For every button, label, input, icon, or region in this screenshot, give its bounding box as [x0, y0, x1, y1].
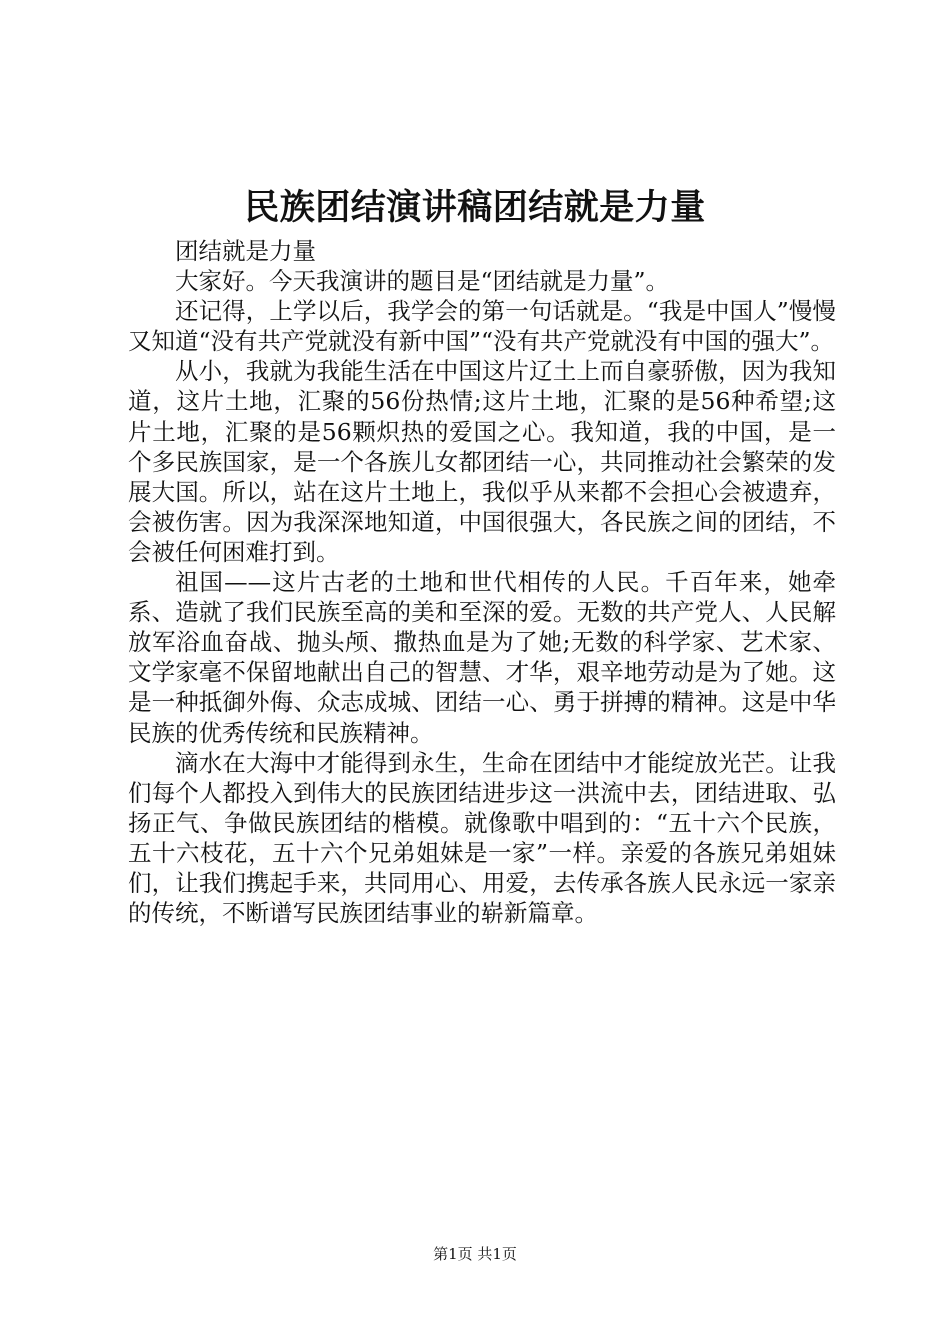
paragraph-childhood: 从小，我就为我能生活在中国这片辽土上而自豪骄傲，因为我知道，这片土地，汇聚的56份热情;这片土地，汇聚的是56种希望;这片土地，汇聚的是56颗炽热的爱国之心。我知道，我的中国，是一个多民族国家，是一个各族儿女都团结一心，共同推动社会繁荣的发展大国。所以，站在这片土地上，我似乎从来都不会担心会被遗弃，会被伤害。因为我深深地知道，中国很强大，各民族之间的团结，不会被任何困难打到。	[128, 357, 836, 566]
document-title: 民族团结演讲稿团结就是力量	[244, 187, 706, 228]
paragraph-greeting: 大家好。今天我演讲的题目是“团结就是力量”。	[175, 267, 670, 296]
paragraph-memory: 还记得，上学以后，我学会的第一句话就是。“我是中国人”慢慢又知道“没有共产党就没有新中国”“没有共产党就没有中国的强大”。	[128, 297, 836, 356]
document-body	[128, 236, 836, 928]
paragraph-subtitle: 团结就是力量	[175, 237, 316, 265]
paragraph-motherland: 祖国——这片古老的土地和世代相传的人民。千百年来，她牵系、造就了我们民族至高的美和至深的爱。无数的共产党人、人民解放军浴血奋战、抛头颅、撒热血是为了她;无数的科学家、艺术家、文学家毫不保留地献出自己的智慧、才华，艰辛地劳动是为了她。这是一种抵御外侮、众志成城、团结一心、勇于拼搏的精神。这是中华民族的优秀传统和民族精神。	[128, 568, 836, 747]
page-footer: 第1页 共1页	[433, 1245, 517, 1263]
paragraph-closing: 滴水在大海中才能得到永生，生命在团结中才能绽放光芒。让我们每个人都投入到伟大的民族团结进步这一洪流中去，团结进取、弘扬正气、争做民族团结的楷模。就像歌中唱到的：“五十六个民族，五十六枝花，五十六个兄弟姐妹是一家”一样。亲爱的各族兄弟姐妹们，让我们携起手来，共同用心、用爱，去传承各族人民永远一家亲的传统，不断谱写民族团结事业的崭新篇章。	[128, 748, 836, 928]
